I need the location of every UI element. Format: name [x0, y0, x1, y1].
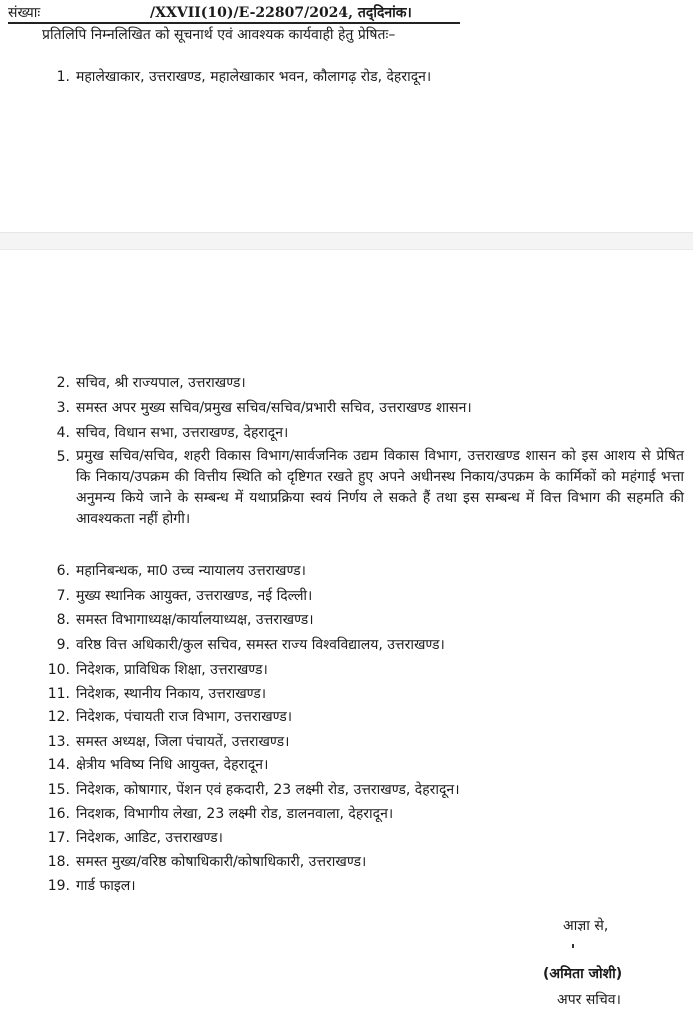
list-item-number: 8.: [56, 612, 70, 628]
list-item-text: सचिव, श्री राज्यपाल, उत्तराखण्ड।: [76, 375, 246, 391]
list-item-text: समस्त अध्यक्ष, जिला पंचायतें, उत्तराखण्ड।: [76, 734, 290, 750]
list-item-text: मुख्य स्थानिक आयुक्त, उत्तराखण्ड, नई दिल्ली।: [76, 588, 313, 604]
list-item-number: 7.: [56, 588, 70, 604]
list-item-text: समस्त मुख्य/वरिष्ठ कोषाधिकारी/कोषाधिकारी, उत्तराखण्ड।: [76, 854, 367, 870]
reference-number-line: [8, 4, 460, 24]
list-item-number: 2.: [56, 375, 70, 391]
list-item-number: 1.: [56, 69, 70, 85]
list-item-number: 17.: [47, 830, 70, 846]
list-item-text: सचिव, विधान सभा, उत्तराखण्ड, देहरादून।: [76, 425, 289, 441]
list-item-number: 11.: [47, 686, 70, 702]
list-item-text: निदेशक, कोषागार, पेंशन एवं हकदारी, 23 लक्ष्मी रोड, उत्तराखण्ड, देहरादून।: [76, 782, 460, 798]
signature-closing: आज्ञा से,: [563, 918, 609, 934]
list-item-text: निदशक, विभागीय लेखा, 23 लक्ष्मी रोड, डालनवाला, देहरादून।: [76, 806, 394, 822]
list-item-text: समस्त विभागाध्यक्ष/कार्यालयाध्यक्ष, उत्तराखण्ड।: [76, 612, 314, 628]
list-item-number: 19.: [47, 878, 70, 894]
list-item-text: निदेशक, पंचायती राज विभाग, उत्तराखण्ड।: [76, 709, 293, 725]
signatory-name: (अमिता जोशी): [543, 966, 623, 982]
list-item-number: 6.: [56, 563, 70, 579]
page-break-band: [0, 232, 693, 250]
list-item-text: समस्त अपर मुख्य सचिव/प्रमुख सचिव/सचिव/प्रभारी सचिव, उत्तराखण्ड शासन।: [76, 400, 472, 416]
list-item-text: निदेशक, आडिट, उत्तराखण्ड।: [76, 830, 223, 846]
list-item-number: 14.: [47, 757, 70, 773]
signature-mark: [572, 944, 574, 948]
reference-number: /XXVII(10)/E-22807/2024, तद्‌दिनांक।: [150, 5, 412, 21]
list-item-text: गार्ड फाइल।: [76, 878, 136, 894]
document-page-top: [0, 0, 693, 232]
list-item-text: निदेशक, स्थानीय निकाय, उत्तराखण्ड।: [76, 686, 267, 702]
list-item-number: 18.: [47, 854, 70, 870]
list-item-text: महालेखाकार, उत्तराखण्ड, महालेखाकार भवन, कौलागढ़ रोड, देहरादून।: [76, 69, 432, 85]
list-item-text: वरिष्ठ वित्त अधिकारी/कुल सचिव, समस्त राज्य विश्वविद्यालय, उत्तराखण्ड।: [76, 637, 445, 653]
list-item-number: 5.: [56, 449, 70, 465]
list-item-text: महानिबन्धक, मा0 उच्च न्यायालय उत्तराखण्ड।: [76, 563, 306, 579]
signatory-designation: अपर सचिव।: [557, 992, 621, 1008]
list-item-number: 9.: [56, 637, 70, 653]
list-item-number: 12.: [47, 709, 70, 725]
list-item-number: 10.: [47, 662, 70, 678]
list-item-number: 15.: [47, 782, 70, 798]
copy-forwarded-intro: प्रतिलिपि निम्नलिखित को सूचनार्थ एवं आवश्यक कार्यवाही हेतु प्रेषितः–: [42, 27, 396, 43]
list-item-number: 3.: [56, 400, 70, 416]
list-item-text: क्षेत्रीय भविष्य निधि आयुक्त, देहरादून।: [76, 757, 269, 773]
list-item-number: 13.: [47, 734, 70, 750]
list-item-text: प्रमुख सचिव/सचिव, शहरी विकास विभाग/सार्वजनिक उद्यम विकास विभाग, उत्तराखण्ड शासन को इस आशय से प्रेषित कि निकाय/उपक्रम की वित्तीय स्थिति को दृष्टिगत रखते हुए अपने अधीनस्थ निकाय/उपक्रम के कार्मिकों को महंगाई भत्ता अनुमन्य किये जाने के सम्बन्ध में यथाप्रक्रिया स्वयं निर्णय ले सकते हैं तथा इस सम्बन्ध में वित्त विभाग की सहमति की आवश्यकता नहीं होगी।: [76, 448, 684, 527]
reference-label: संख्याः: [8, 5, 41, 21]
list-item-number: 4.: [56, 425, 70, 441]
list-item-number: 16.: [47, 806, 70, 822]
list-item-text: निदेशक, प्राविधिक शिक्षा, उत्तराखण्ड।: [76, 662, 268, 678]
